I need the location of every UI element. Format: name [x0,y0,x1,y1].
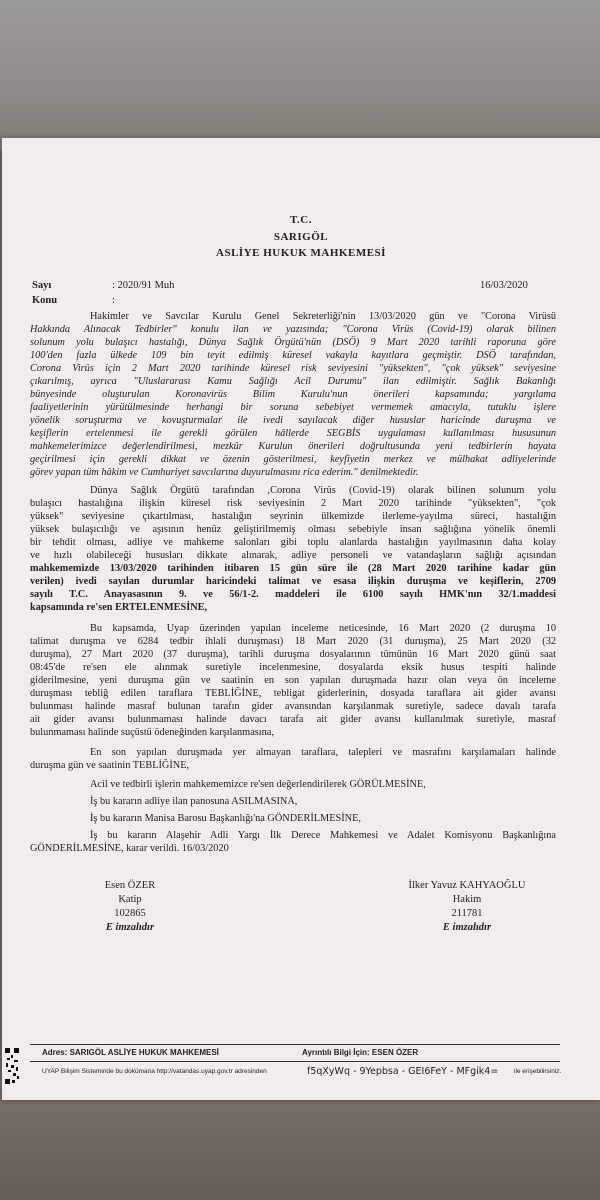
judge-esign: E imzalıdır [442,922,492,933]
text-line: ve hızlı olabileceği hususları dikkate alınarak, adliye personeli ve vatandaşların sağlığı açısından [30,550,556,561]
text-line: Hakkında Alınacak Tedbirler" konulu ilan ve yazısında; "Corona Virüs (Covid-19) olarak bilinen [30,324,556,335]
clerk-title: Katip [118,894,142,905]
sayi-label: Sayı [32,280,52,291]
text-line: görev yapan tüm hâkim ve Cumhuriyet savcılarına duyurulmasını rica ederim." denilmektedir. [30,467,419,478]
text-line: duruşma gün ve saatinin TEBLİĞİNE, [30,760,190,771]
document-date: 16/03/2020 [480,280,528,291]
text-line: Bu kapsamda, Uyap üzerinden yapılan inceleme neticesinde, 16 Mart 2020 (2 duruşma 10 [90,623,556,634]
text-line: yönelik soruşturma ve kovuşturmalar ile ivedi sayılacak diğer hususlar haricinde duruşma ve [30,415,556,426]
footer-rule-bottom [30,1061,560,1062]
text-line: talimat duruşma ve 6284 tedbir ihlali duruşması) 18 Mart 2020 (31 duruşma), 25 Mart 2020 (32 [30,636,556,647]
footer-uyap-note: UYAP Bilişim Sisteminde bu dokümana http://vatandas.uyap.gov.tr adresinden [42,1068,267,1075]
footer-code-suffix: ile erişebilirsiniz. [514,1068,562,1075]
text-line: geçirilmesi için gerekli dikkat ve özenin gösterilmesi, keyfiyetin merkez ve mülhakat adliyelerinde [30,454,556,465]
text-line: Corona Virüs için 2 Mart 2020 tarihinde küresel risk seviyesini "yüksekten", "çok yüksek" seviyesine [30,363,556,374]
judge-number: 211781 [451,908,483,919]
text-line: faaliyetlerinin yürütülmesinde herhangi bir soruna sebebiyet vermemek amacıyla, tutuklu işlere [30,402,556,413]
text-line: bulunmaması halinde suçüstü ödeneğinden karşılanmasına, [30,727,274,738]
text-line: solunum yolu bulaşıcı hastalığı, Dünya Sağlık Örgütü'nün (DSÖ) 9 Mart 2020 tarihli raporuna göre [30,337,556,348]
order-item: İş bu kararın Alaşehir Adli Yargı İlk Derece Mahkemesi ve Adalet Komisyonu Başkanlığına [90,830,556,841]
text-line: kapsamında re'sen ERTELENMESİNE, [30,602,208,613]
text-line: çıkarılmış, ayrıca "Uluslararası Kamu Sağlığı Acil Durumu" ilan edilmiştir. Sağlık Bakanlığı [30,376,556,387]
header-tc: T.C. [290,214,312,226]
text-line: keşiflerin ertelenmesi ile gerekli görülen hâllerde SEGBİS uygulaması kullanılması hususunun [30,428,556,439]
order-item: GÖNDERİLMESİNE, karar verildi. 16/03/2020 [30,843,229,854]
text-line: bulaşıcı hastalığına ilişkin küresel risk seviyesinin 2 Mart 2020 tarihinde "yüksekten", "çok [30,498,556,509]
konu-label: Konu [32,295,58,306]
text-line: yüksek" seviyesine çıkartılması, hastalığın seyrinin ülkemizde ilerleme-yayılma süreci, hastalığın [30,511,556,522]
text-line: giderilmesine, yeni duruşma gün ve saatinin en son yapılan duruşmada hazır olan veya ön inceleme [30,675,556,686]
text-line: bulunması halinde masraf bulunan tarafın gider avansından karşılanmak suretiyle, sadece davalı tarafa [30,701,556,712]
order-item: İş bu kararın adliye ilan panosuna ASILMASINA, [90,796,298,807]
text-line: mahkememizde 13/03/2020 tarihinden itibaren 15 gün süre ile (28 Mart 2020 tarihine kadar gün [30,563,556,574]
clerk-esign: E imzalıdır [105,922,155,933]
footer-rule-top [30,1044,560,1045]
text-line: bir tehdit olması, adliye ve mahkeme salonları gibi toplu alanlarda hastalığın yayılmasının daha kolay [30,537,556,548]
text-line: duruşma), 27 Mart 2020 (37 duruşma), tarihli duruşma dosyalarının tümünün 16 Mart 2020 günü saat [30,649,556,660]
konu-value: : [112,295,115,306]
text-line: Hakimler ve Savcılar Kurulu Genel Sekreterliği'nin 13/03/2020 gün ve "Corona Virüsü [90,311,556,322]
sayi-value: : 2020/91 Muh [112,280,175,291]
clerk-name: Esen ÖZER [104,880,156,891]
footer-contact: Ayrıntılı Bilgi İçin: ESEN ÖZER [302,1048,419,1057]
footer-address: Adres: SARIGÖL ASLİYE HUKUK MAHKEMESİ [42,1048,219,1057]
text-line: ait gider avansı bulunmaması halinde davacı tarafa ait gider avansı kullanılmak suretiyle, masraf [30,714,556,725]
text-line: verilen) ivedi sayılan durumlar haricindeki talimat ve esasa ilişkin duruşma ve keşiflerin, 2709 [30,576,556,587]
judge-title: Hakim [452,894,482,905]
qr-code-icon [4,1046,20,1086]
text-line: duruşması tebliğ edilen taraflara TEBLİĞİNE, tebligat giderlerinin, dosyada taraflara ait gider avansı [30,688,556,699]
text-line: bünyesinde oluşturulan Koronavirüs Bilim Kurulu'nun önerileri kapsamında; yargılama [30,389,556,400]
judge-name: İlker Yavuz KAHYAOĞLU [408,880,526,891]
header-court: ASLİYE HUKUK MAHKEMESİ [216,247,386,259]
text-line: mahkemelerimizce değerlendirilmesi, mezkûr Kurulun önerileri doğrultusunda yeni tedbirlerin hayata [30,441,556,452]
text-line: 100'den fazla ülkede 109 bin teyit edilmiş küresel vakayla kayıtlara geçmiştir. DSÖ tarafından, [30,350,556,361]
text-line: yüksek bulaşıcılığı ve aşısının henüz geliştirilmemiş olması sebebiyle insan sağlığına yönelik önemli [30,524,556,535]
background-top [0,0,600,150]
text-line: Dünya Sağlık Örgütü tarafından ,Corona Virüs (Covid-19) olarak bilinen solunum yolu [90,485,556,496]
document-page [2,138,600,1100]
text-line: En son yapılan duruşmada yer almayan taraflara, talepleri ve masrafını karşılamaları halinde [90,747,556,758]
text-line: 08:45'de re'sen ele alınmak suretiyle incelenmesine, dosyalarda eksik husus tespiti halinde [30,662,556,673]
header-city: SARIGÖL [273,231,329,243]
order-item: İş bu kararın Manisa Barosu Başkanlığı'na GÖNDERİLMESİNE, [90,813,361,824]
footer-access-code: f5qXyWq - 9Yepbsa - GEI6FeY - MFgik4= [307,1066,499,1077]
clerk-number: 102865 [114,908,146,919]
order-item: Acil ve tedbirli işlerin mahkememizce re'sen değerlendirilerek GÖRÜLMESİNE, [90,779,426,790]
text-line: sayılı T.C. Anayasasının 9. ve 56/1-2. maddeleri ile 6100 sayılı HMK'nın 32/1.maddesi [30,589,556,600]
